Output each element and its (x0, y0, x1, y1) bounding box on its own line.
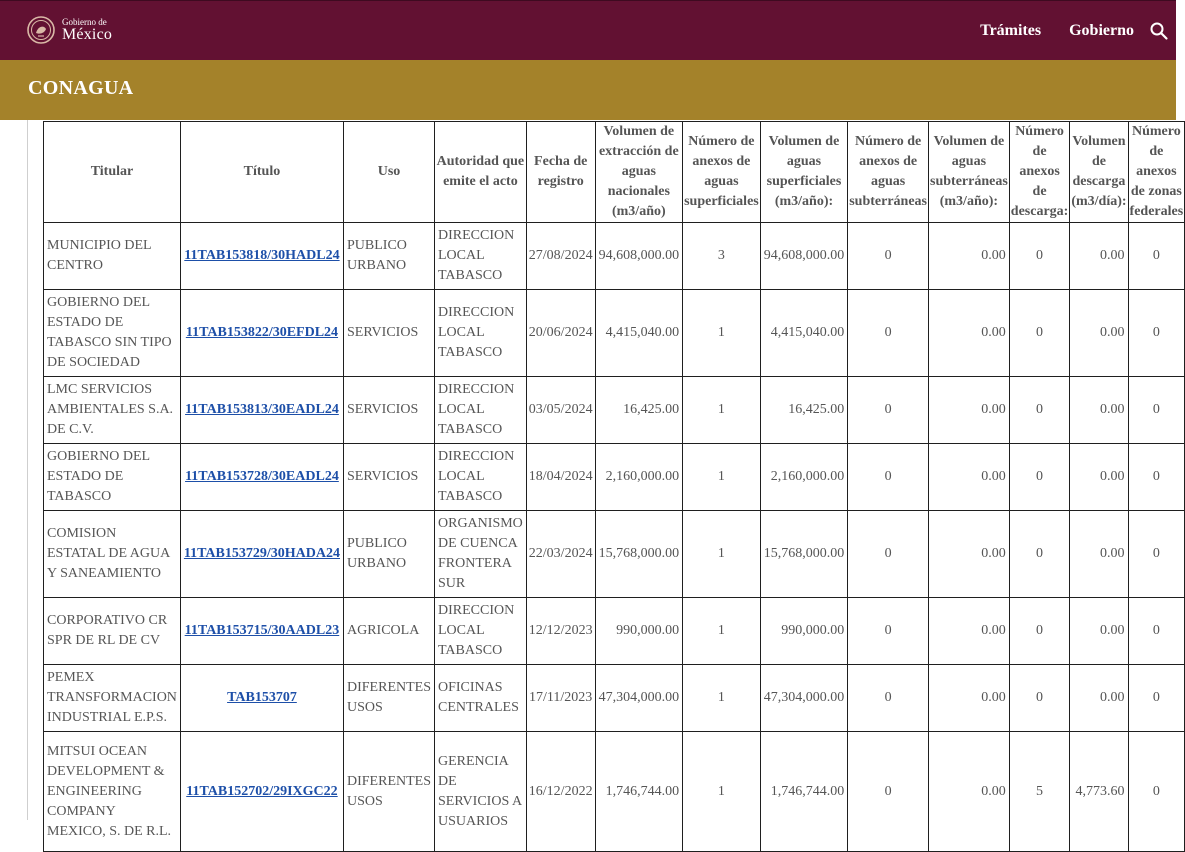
cell-vol-desc: 0.00 (1070, 223, 1128, 290)
cell-fecha: 22/03/2024 (526, 511, 595, 598)
header-vol-desc: Volumen de descarga (m3/día): (1070, 122, 1128, 223)
cell-anexos-sup: 3 (683, 223, 761, 290)
table-row (44, 290, 1185, 377)
cell-anexos-sup: 1 (683, 377, 761, 444)
cell-titular: GOBIERNO DEL ESTADO DE TABASCO (44, 444, 181, 511)
cell-vol-sup: 94,608,000.00 (760, 223, 848, 290)
cell-vol-desc: 0.00 (1070, 511, 1128, 598)
table-row (44, 732, 1185, 852)
table-row (44, 511, 1185, 598)
cell-titulo (180, 444, 343, 511)
cell-anexos-zf: 0 (1128, 377, 1185, 444)
cell-titular: LMC SERVICIOS AMBIENTALES S.A. DE C.V. (44, 377, 181, 444)
cell-anexos-zf: 0 (1128, 511, 1185, 598)
cell-anexos-sub: 0 (848, 732, 929, 852)
search-icon[interactable] (1150, 21, 1168, 41)
cell-titular: CORPORATIVO CR SPR DE RL DE CV (44, 598, 181, 665)
cell-anexos-zf: 0 (1128, 598, 1185, 665)
cell-fecha: 18/04/2024 (526, 444, 595, 511)
table-row (44, 377, 1185, 444)
header-titular: Titular (44, 122, 181, 223)
cell-uso: SERVICIOS (344, 377, 435, 444)
table-row (44, 444, 1185, 511)
cell-autoridad: OFICINAS CENTRALES (435, 665, 527, 732)
table-body (44, 223, 1185, 852)
cell-anexos-sup: 1 (683, 665, 761, 732)
cell-vol-desc: 0.00 (1070, 444, 1128, 511)
cell-autoridad: DIRECCION LOCAL TABASCO (435, 377, 527, 444)
cell-vol-extraccion: 4,415,040.00 (595, 290, 683, 377)
cell-anexos-sub: 0 (848, 377, 929, 444)
cell-anexos-zf: 0 (1128, 444, 1185, 511)
cell-autoridad: GERENCIA DE SERVICIOS A USUARIOS (435, 732, 527, 852)
cell-vol-sub: 0.00 (929, 665, 1010, 732)
logo-big-text: México (62, 25, 113, 43)
cell-autoridad: DIRECCION LOCAL TABASCO (435, 290, 527, 377)
header-vol-sub: Volumen de aguas subterráneas (m3/año): (929, 122, 1010, 223)
cell-vol-desc: 0.00 (1070, 598, 1128, 665)
cell-anexos-sup: 1 (683, 732, 761, 852)
cell-anexos-desc: 0 (1009, 223, 1070, 290)
header-uso: Uso (344, 122, 435, 223)
cell-anexos-desc: 0 (1009, 444, 1070, 511)
cell-anexos-sup: 1 (683, 511, 761, 598)
cell-vol-extraccion: 2,160,000.00 (595, 444, 683, 511)
cell-vol-extraccion: 990,000.00 (595, 598, 683, 665)
titulo-link[interactable]: 11TAB153813/30EADL24 (185, 402, 339, 417)
titulo-link[interactable]: 11TAB153818/30HADL24 (184, 248, 340, 263)
cell-uso: DIFERENTES USOS (344, 665, 435, 732)
nav-link-tramites[interactable]: Trámites (980, 22, 1042, 39)
cell-vol-extraccion: 15,768,000.00 (595, 511, 683, 598)
cell-anexos-sup: 1 (683, 444, 761, 511)
logo-small-text: Gobierno de (62, 16, 107, 27)
gov-header (0, 0, 1176, 60)
header-vol-extraccion: Volumen de extracción de aguas nacionales (m3/año) (595, 122, 683, 223)
national-seal-icon (26, 15, 56, 45)
cell-titulo (180, 223, 343, 290)
cell-titular: PEMEX TRANSFORMACION INDUSTRIAL E.P.S. (44, 665, 181, 732)
cell-autoridad: DIRECCION LOCAL TABASCO (435, 444, 527, 511)
header-vol-sup: Volumen de aguas superficiales (m3/año): (760, 122, 848, 223)
cell-titular: COMISION ESTATAL DE AGUA Y SANEAMIENTO (44, 511, 181, 598)
cell-vol-extraccion: 16,425.00 (595, 377, 683, 444)
cell-autoridad: DIRECCION LOCAL TABASCO (435, 223, 527, 290)
nav-link-gobierno[interactable]: Gobierno (1069, 22, 1134, 39)
cell-titulo (180, 732, 343, 852)
cell-uso: SERVICIOS (344, 444, 435, 511)
titulo-link[interactable]: 11TAB153715/30AADL23 (184, 623, 340, 638)
cell-titulo (180, 665, 343, 732)
table-row (44, 223, 1185, 290)
cell-anexos-sup: 1 (683, 598, 761, 665)
titulo-link[interactable]: TAB153707 (227, 690, 297, 705)
cell-anexos-sub: 0 (848, 598, 929, 665)
cell-vol-sub: 0.00 (929, 511, 1010, 598)
header-anexos-desc: Número de anexos de descarga: (1009, 122, 1070, 223)
cell-anexos-desc: 0 (1009, 598, 1070, 665)
cell-vol-sup: 990,000.00 (760, 598, 848, 665)
cell-fecha: 03/05/2024 (526, 377, 595, 444)
cell-anexos-desc: 0 (1009, 377, 1070, 444)
cell-fecha: 17/11/2023 (526, 665, 595, 732)
cell-anexos-zf: 0 (1128, 665, 1185, 732)
agency-title[interactable]: CONAGUA (28, 77, 134, 99)
cell-anexos-sub: 0 (848, 290, 929, 377)
cell-vol-extraccion: 47,304,000.00 (595, 665, 683, 732)
gov-nav (980, 1, 1176, 61)
titulo-link[interactable]: 11TAB153729/30HADA24 (183, 546, 340, 561)
cell-vol-sup: 16,425.00 (760, 377, 848, 444)
cell-anexos-sub: 0 (848, 665, 929, 732)
cell-titulo (180, 511, 343, 598)
cell-fecha: 27/08/2024 (526, 223, 595, 290)
cell-fecha: 16/12/2022 (526, 732, 595, 852)
cell-fecha: 20/06/2024 (526, 290, 595, 377)
cell-anexos-zf: 0 (1128, 732, 1185, 852)
header-fecha: Fecha de registro (526, 122, 595, 223)
cell-anexos-desc: 0 (1009, 665, 1070, 732)
titulo-link[interactable]: 11TAB153822/30EFDL24 (185, 325, 339, 340)
cell-vol-sup: 2,160,000.00 (760, 444, 848, 511)
table-header-row (44, 122, 1185, 223)
cell-anexos-desc: 0 (1009, 511, 1070, 598)
titulo-link[interactable]: 11TAB153728/30EADL24 (185, 469, 339, 484)
cell-uso: AGRICOLA (344, 598, 435, 665)
cell-vol-desc: 0.00 (1070, 290, 1128, 377)
cell-vol-sub: 0.00 (929, 377, 1010, 444)
cell-titulo (180, 377, 343, 444)
cell-autoridad: DIRECCION LOCAL TABASCO (435, 598, 527, 665)
cell-vol-sub: 0.00 (929, 598, 1010, 665)
cell-anexos-zf: 0 (1128, 290, 1185, 377)
concessions-table (43, 121, 1185, 852)
cell-titulo (180, 290, 343, 377)
cell-vol-desc: 4,773.60 (1070, 732, 1128, 852)
cell-titulo (180, 598, 343, 665)
cell-titular: GOBIERNO DEL ESTADO DE TABASCO SIN TIPO DE SOCIEDAD (44, 290, 181, 377)
cell-anexos-sup: 1 (683, 290, 761, 377)
cell-uso: SERVICIOS (344, 290, 435, 377)
cell-fecha: 12/12/2023 (526, 598, 595, 665)
cell-titular: MUNICIPIO DEL CENTRO (44, 223, 181, 290)
cell-autoridad: ORGANISMO DE CUENCA FRONTERA SUR (435, 511, 527, 598)
cell-uso: PUBLICO URBANO (344, 511, 435, 598)
cell-vol-desc: 0.00 (1070, 665, 1128, 732)
cell-vol-extraccion: 94,608,000.00 (595, 223, 683, 290)
cell-vol-sup: 15,768,000.00 (760, 511, 848, 598)
cell-vol-sup: 47,304,000.00 (760, 665, 848, 732)
header-anexos-sub: Número de anexos de aguas subterráneas (848, 122, 929, 223)
cell-uso: DIFERENTES USOS (344, 732, 435, 852)
cell-anexos-desc: 5 (1009, 732, 1070, 852)
cell-uso: PUBLICO URBANO (344, 223, 435, 290)
cell-titular: MITSUI OCEAN DEVELOPMENT & ENGINEERING COMPANY MEXICO, S. DE R.L. (44, 732, 181, 852)
content-left-border (27, 120, 28, 820)
cell-vol-desc: 0.00 (1070, 377, 1128, 444)
gobierno-de-mexico-logo[interactable] (26, 13, 112, 47)
cell-anexos-zf: 0 (1128, 223, 1185, 290)
cell-anexos-desc: 0 (1009, 290, 1070, 377)
cell-vol-sub: 0.00 (929, 732, 1010, 852)
cell-vol-sub: 0.00 (929, 223, 1010, 290)
cell-vol-sub: 0.00 (929, 290, 1010, 377)
header-anexos-zf: Número de anexos de zonas federales (1128, 122, 1185, 223)
cell-vol-sub: 0.00 (929, 444, 1010, 511)
agency-bar (0, 60, 1176, 120)
table-row (44, 665, 1185, 732)
titulo-link[interactable]: 11TAB152702/29IXGC22 (186, 783, 338, 799)
cell-anexos-sub: 0 (848, 444, 929, 511)
cell-anexos-sub: 0 (848, 223, 929, 290)
cell-vol-extraccion: 1,746,744.00 (595, 732, 683, 852)
header-titulo: Título (180, 122, 343, 223)
header-anexos-sup: Número de anexos de aguas superficiales (683, 122, 761, 223)
cell-vol-sup: 1,746,744.00 (760, 732, 848, 852)
cell-anexos-sub: 0 (848, 511, 929, 598)
content-area (0, 120, 1184, 839)
table-row (44, 598, 1185, 665)
header-autoridad: Autoridad que emite el acto (435, 122, 527, 223)
cell-vol-sup: 4,415,040.00 (760, 290, 848, 377)
